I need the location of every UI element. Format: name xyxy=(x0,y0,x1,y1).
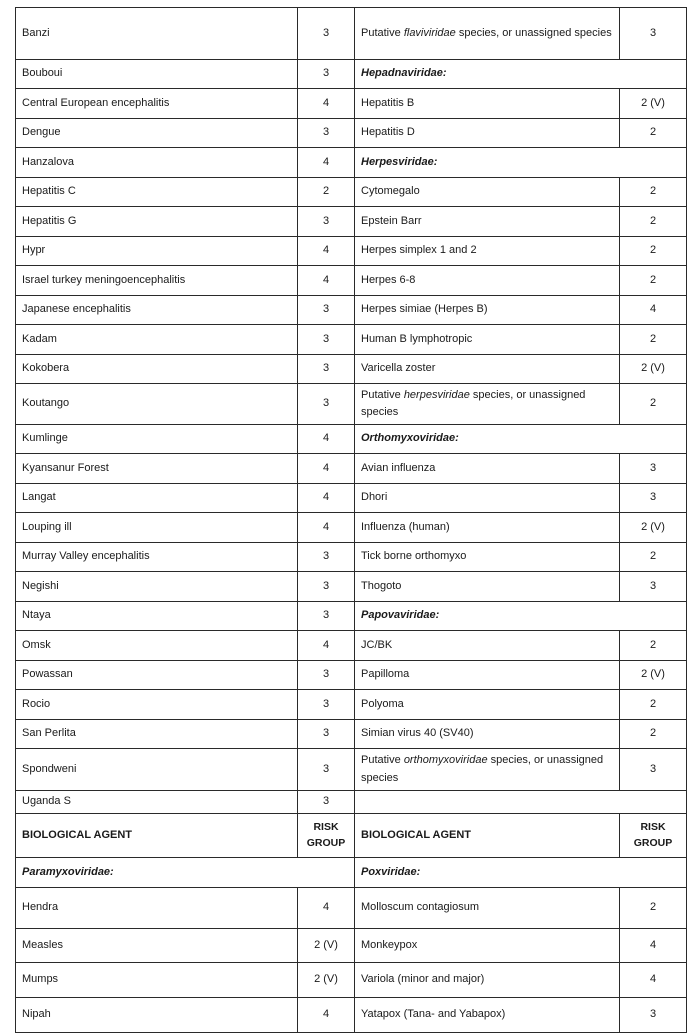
agent-name-left: Kadam xyxy=(16,325,298,355)
agent-name-left: Hendra xyxy=(16,888,298,929)
risk-group-left: 2 (V) xyxy=(298,963,355,998)
risk-group-left: 3 xyxy=(298,8,355,60)
agent-name-right: Herpes simiae (Herpes B) xyxy=(355,296,620,325)
agent-name-prefix: Putative xyxy=(361,754,404,767)
risk-group-right: 3 xyxy=(620,998,687,1033)
risk-group-right: 2 xyxy=(620,888,687,929)
agent-name-suffix: species, or unassigned species xyxy=(361,754,604,784)
agent-name-left: Japanese encephalitis xyxy=(16,296,298,325)
agent-family-italic: flaviviridae xyxy=(403,26,456,39)
header-risk-group-right: RISK GROUP xyxy=(620,814,687,858)
table-row xyxy=(16,858,687,888)
biological-agents-table xyxy=(15,7,687,1033)
agent-name-left: Langat xyxy=(16,484,298,513)
risk-group-left: 2 (V) xyxy=(298,929,355,963)
risk-group-left: 4 xyxy=(298,454,355,484)
agent-name-left: Powassan xyxy=(16,661,298,690)
agent-name-right: Hepatitis B xyxy=(355,89,620,119)
risk-group-right: 4 xyxy=(620,963,687,998)
risk-group-left: 3 xyxy=(298,720,355,749)
header-risk-group-left: RISK GROUP xyxy=(298,814,355,858)
agent-name-right: Cytomegalo xyxy=(355,178,620,207)
table-row xyxy=(16,355,687,384)
agent-name-suffix: species, or unassigned species xyxy=(455,26,612,39)
agent-name-left: Bouboui xyxy=(16,60,298,89)
risk-group-left: 3 xyxy=(298,791,355,814)
agent-name-right: Papilloma xyxy=(355,661,620,690)
agent-name-left: Hanzalova xyxy=(16,148,298,178)
agent-name-prefix: Putative xyxy=(361,26,404,39)
family-heading-right: Papovaviridae: xyxy=(355,602,687,631)
risk-group-left: 3 xyxy=(298,384,355,425)
risk-group-right: 3 xyxy=(620,572,687,602)
table-row xyxy=(16,454,687,484)
agent-name-left: Negishi xyxy=(16,572,298,602)
table-row xyxy=(16,963,687,998)
agent-family-italic: herpesviridae xyxy=(403,388,470,401)
agent-name-right: Molloscum contagiosum xyxy=(355,888,620,929)
agent-name-right: Varicella zoster xyxy=(355,355,620,384)
risk-group-right: 2 xyxy=(620,266,687,296)
agent-name-left: Kyansanur Forest xyxy=(16,454,298,484)
risk-group-left: 3 xyxy=(298,543,355,572)
table-row xyxy=(16,631,687,661)
risk-group-right: 2 xyxy=(620,543,687,572)
table-row xyxy=(16,119,687,148)
agent-name-right xyxy=(355,384,620,425)
agent-name-left: Hepatitis C xyxy=(16,178,298,207)
risk-group-left: 4 xyxy=(298,89,355,119)
agent-name-prefix: Putative xyxy=(361,388,404,401)
table-row xyxy=(16,207,687,237)
risk-group-left: 4 xyxy=(298,888,355,929)
risk-group-right: 2 xyxy=(620,631,687,661)
agent-name-left: Hypr xyxy=(16,237,298,266)
table-row xyxy=(16,325,687,355)
risk-group-right: 2 (V) xyxy=(620,89,687,119)
risk-group-right: 2 xyxy=(620,178,687,207)
risk-group-right: 2 xyxy=(620,207,687,237)
agent-name-right: Herpes 6-8 xyxy=(355,266,620,296)
risk-group-left: 3 xyxy=(298,690,355,720)
table-row xyxy=(16,791,687,814)
risk-group-right: 4 xyxy=(620,296,687,325)
agent-name-left: Hepatitis G xyxy=(16,207,298,237)
risk-group-left: 4 xyxy=(298,237,355,266)
table-row xyxy=(16,384,687,425)
agent-name-right: Polyoma xyxy=(355,690,620,720)
agent-name-left: Ntaya xyxy=(16,602,298,631)
header-agent-right: BIOLOGICAL AGENT xyxy=(355,814,620,858)
agent-name-left: San Perlita xyxy=(16,720,298,749)
risk-group-left: 4 xyxy=(298,425,355,454)
risk-group-left: 3 xyxy=(298,325,355,355)
risk-group-right: 3 xyxy=(620,8,687,60)
table-row xyxy=(16,690,687,720)
risk-group-right: 2 xyxy=(620,237,687,266)
risk-group-left: 3 xyxy=(298,749,355,791)
agent-name-suffix: species, or unassigned species xyxy=(361,388,586,418)
table-row xyxy=(16,89,687,119)
risk-group-right: 2 (V) xyxy=(620,513,687,543)
agent-name-right: Thogoto xyxy=(355,572,620,602)
table-row xyxy=(16,720,687,749)
agent-name-left: Rocio xyxy=(16,690,298,720)
risk-group-left: 3 xyxy=(298,355,355,384)
risk-group-right: 2 (V) xyxy=(620,355,687,384)
table-row xyxy=(16,602,687,631)
risk-group-right: 2 xyxy=(620,690,687,720)
risk-group-right: 3 xyxy=(620,454,687,484)
risk-group-left: 4 xyxy=(298,998,355,1033)
agent-name-left: Louping ill xyxy=(16,513,298,543)
agent-name-left: Uganda S xyxy=(16,791,298,814)
agent-name-right: JC/BK xyxy=(355,631,620,661)
agent-name-right: Human B lymphotropic xyxy=(355,325,620,355)
table-row xyxy=(16,178,687,207)
table-row xyxy=(16,266,687,296)
table-row xyxy=(16,484,687,513)
risk-group-right: 3 xyxy=(620,484,687,513)
risk-group-table-page xyxy=(15,7,686,1033)
agent-name-left: Nipah xyxy=(16,998,298,1033)
risk-group-right: 2 xyxy=(620,384,687,425)
risk-group-left: 3 xyxy=(298,119,355,148)
table-header-row xyxy=(16,814,687,858)
agent-name-right: Hepatitis D xyxy=(355,119,620,148)
agent-name-right: Herpes simplex 1 and 2 xyxy=(355,237,620,266)
table-row xyxy=(16,237,687,266)
family-heading-right: Herpesviridae: xyxy=(355,148,687,178)
risk-group-right: 2 xyxy=(620,720,687,749)
agent-name-right xyxy=(355,749,620,791)
agent-name-left: Kumlinge xyxy=(16,425,298,454)
family-heading-left: Paramyxoviridae: xyxy=(16,858,355,888)
agent-name-left: Israel turkey meningoencephalitis xyxy=(16,266,298,296)
risk-group-left: 4 xyxy=(298,148,355,178)
table-row xyxy=(16,661,687,690)
agent-family-italic: orthomyxoviridae xyxy=(403,754,488,767)
family-heading-right: Orthomyxoviridae: xyxy=(355,425,687,454)
risk-group-right: 4 xyxy=(620,929,687,963)
agent-name-right: Yatapox (Tana- and Yabapox) xyxy=(355,998,620,1033)
agent-name-left: Mumps xyxy=(16,963,298,998)
table-row xyxy=(16,543,687,572)
header-agent-left: BIOLOGICAL AGENT xyxy=(16,814,298,858)
risk-group-right: 2 xyxy=(620,119,687,148)
risk-group-left: 3 xyxy=(298,207,355,237)
agent-name-left: Kokobera xyxy=(16,355,298,384)
agent-name-right: Variola (minor and major) xyxy=(355,963,620,998)
agent-name-left: Measles xyxy=(16,929,298,963)
risk-group-left: 2 xyxy=(298,178,355,207)
family-heading-right: Hepadnaviridae: xyxy=(355,60,687,89)
risk-group-left: 3 xyxy=(298,572,355,602)
risk-group-left: 3 xyxy=(298,661,355,690)
table-row xyxy=(16,888,687,929)
risk-group-right: 2 (V) xyxy=(620,661,687,690)
table-row xyxy=(16,998,687,1033)
table-row xyxy=(16,148,687,178)
agent-name-right: Dhori xyxy=(355,484,620,513)
agent-name-left: Central European encephalitis xyxy=(16,89,298,119)
agent-name-left: Dengue xyxy=(16,119,298,148)
table-row xyxy=(16,929,687,963)
agent-name-left: Banzi xyxy=(16,8,298,60)
agent-name-right: Epstein Barr xyxy=(355,207,620,237)
empty-cell-right xyxy=(355,791,687,814)
agent-name-left: Koutango xyxy=(16,384,298,425)
table-row xyxy=(16,513,687,543)
risk-group-left: 3 xyxy=(298,60,355,89)
family-heading-right: Poxviridae: xyxy=(355,858,687,888)
agent-name-right: Monkeypox xyxy=(355,929,620,963)
table-row xyxy=(16,296,687,325)
risk-group-left: 3 xyxy=(298,296,355,325)
agent-name-right xyxy=(355,8,620,60)
table-row xyxy=(16,60,687,89)
risk-group-right: 3 xyxy=(620,749,687,791)
agent-name-left: Spondweni xyxy=(16,749,298,791)
agent-name-right: Avian influenza xyxy=(355,454,620,484)
agent-name-left: Omsk xyxy=(16,631,298,661)
agent-name-right: Tick borne orthomyxo xyxy=(355,543,620,572)
risk-group-left: 3 xyxy=(298,602,355,631)
risk-group-left: 4 xyxy=(298,266,355,296)
risk-group-right: 2 xyxy=(620,325,687,355)
table-row xyxy=(16,572,687,602)
table-row xyxy=(16,425,687,454)
agent-name-right: Simian virus 40 (SV40) xyxy=(355,720,620,749)
agent-name-right: Influenza (human) xyxy=(355,513,620,543)
risk-group-left: 4 xyxy=(298,513,355,543)
risk-group-left: 4 xyxy=(298,631,355,661)
agent-name-left: Murray Valley encephalitis xyxy=(16,543,298,572)
table-row xyxy=(16,749,687,791)
risk-group-left: 4 xyxy=(298,484,355,513)
table-row xyxy=(16,8,687,60)
